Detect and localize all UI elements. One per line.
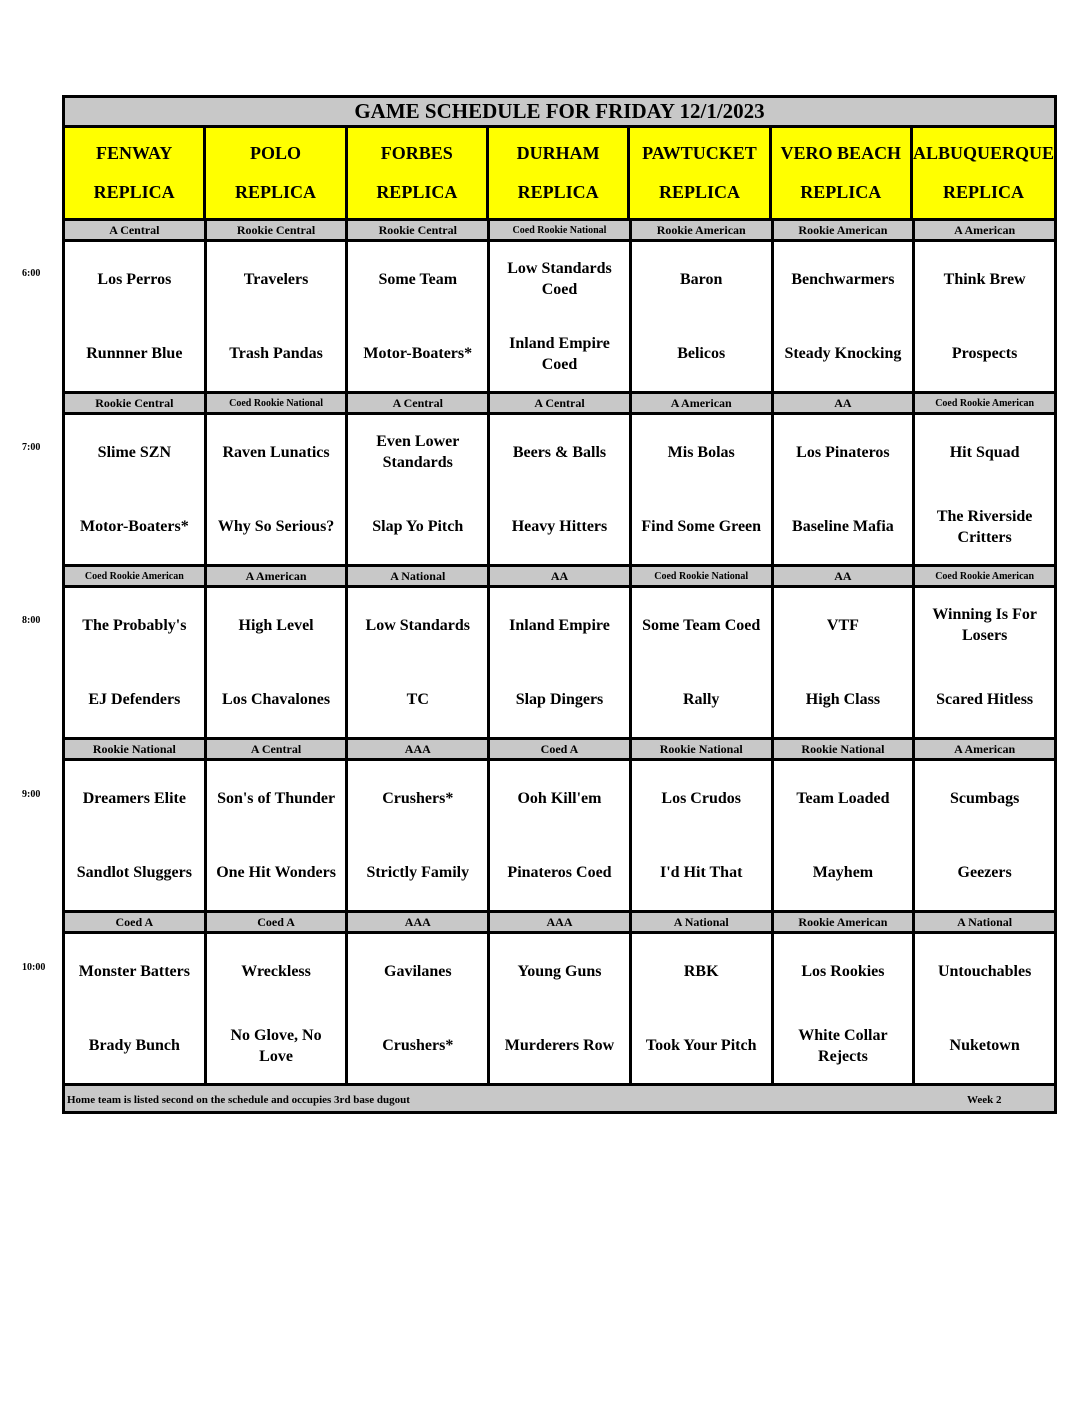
away-team: High Level <box>238 616 314 634</box>
time-label: 8:00 <box>22 615 41 626</box>
division-label: Coed Rookie American <box>65 567 204 585</box>
away-team: Even Lower Standards <box>376 433 460 472</box>
division-label: AA <box>774 394 913 412</box>
division-label: Rookie National <box>65 740 204 758</box>
schedule-title: GAME SCHEDULE FOR FRIDAY 12/1/2023 <box>65 98 1054 128</box>
game-cell <box>348 761 487 910</box>
home-team: Pinateros Coed <box>507 864 612 882</box>
division-label: AAA <box>490 913 629 931</box>
game-cell <box>632 934 771 1083</box>
game-cell <box>207 934 346 1083</box>
division-label: Rookie American <box>774 913 913 931</box>
division-label: Rookie American <box>774 221 913 239</box>
away-team: Wreckless <box>241 962 311 980</box>
game-cell <box>632 415 771 564</box>
game-cell <box>490 415 629 564</box>
away-team: Beers & Balls <box>512 443 607 461</box>
field-subtitle: REPLICA <box>376 182 458 202</box>
division-label: A American <box>632 394 771 412</box>
home-team: One Hit Wonders <box>216 864 336 882</box>
field-subtitle: REPLICA <box>800 182 882 202</box>
home-team: No Glove, No Love <box>230 1026 322 1065</box>
away-team: Monster Batters <box>78 962 190 980</box>
division-label: Coed Rookie National <box>632 567 771 585</box>
field-subtitle: REPLICA <box>517 182 599 202</box>
division-label: A American <box>207 567 346 585</box>
game-cell <box>207 415 346 564</box>
field-header <box>630 128 768 218</box>
home-team: Rally <box>682 691 720 709</box>
away-team: Low Standards Coed <box>507 260 612 299</box>
field-name: FORBES <box>380 143 453 163</box>
away-team: Baron <box>680 270 723 288</box>
field-name: FENWAY <box>95 143 173 163</box>
division-label: Rookie Central <box>207 221 346 239</box>
field-header <box>489 128 627 218</box>
field-subtitle: REPLICA <box>234 182 316 202</box>
home-team: High Class <box>805 691 881 709</box>
field-header <box>65 128 203 218</box>
division-label: Coed Rookie National <box>490 221 629 239</box>
home-team: Motor-Boaters* <box>80 518 189 536</box>
games-row <box>65 758 1054 910</box>
division-label: Coed Rookie National <box>207 394 346 412</box>
home-team: Nuketown <box>949 1037 1020 1055</box>
games-row <box>65 239 1054 391</box>
schedule-footer <box>65 1083 1054 1111</box>
field-subtitle: REPLICA <box>942 182 1024 202</box>
away-team: Son's of Thunder <box>217 789 336 807</box>
away-team: Gavilanes <box>384 962 452 980</box>
field-subtitle: REPLICA <box>93 182 175 202</box>
away-team: Los Pinateros <box>796 443 890 461</box>
away-team: Some Team Coed <box>642 616 761 634</box>
game-cell <box>915 761 1054 910</box>
division-row <box>65 391 1054 412</box>
home-team: Motor-Boaters* <box>363 345 473 363</box>
home-team: Slap Dingers <box>515 691 604 709</box>
away-team: Young Guns <box>517 962 602 980</box>
division-label: A Central <box>348 394 487 412</box>
field-name: PAWTUCKET <box>642 143 757 163</box>
home-team: Runnner Blue <box>86 345 183 363</box>
home-team: Why So Serious? <box>217 518 335 536</box>
division-label: Rookie Central <box>348 221 487 239</box>
home-team: Baseline Mafia <box>792 518 894 536</box>
home-team: Belicos <box>677 345 726 363</box>
game-cell <box>915 415 1054 564</box>
home-team: Geezers <box>957 864 1012 882</box>
away-team: Scumbags <box>949 789 1020 807</box>
game-cell <box>65 761 204 910</box>
game-cell <box>490 761 629 910</box>
game-cell <box>632 761 771 910</box>
away-team: RBK <box>683 962 719 980</box>
division-row <box>65 737 1054 758</box>
division-row <box>65 564 1054 585</box>
away-team: Ooh Kill'em <box>517 789 602 807</box>
home-team: Inland Empire Coed <box>509 334 610 373</box>
away-team: Inland Empire <box>509 616 610 634</box>
game-cell <box>348 242 487 391</box>
away-team: Low Standards <box>365 616 471 634</box>
game-cell <box>774 934 913 1083</box>
away-team: Travelers <box>243 270 309 288</box>
game-cell <box>774 588 913 737</box>
game-cell <box>774 415 913 564</box>
home-team: Scared Hitless <box>936 691 1034 709</box>
field-header <box>348 128 486 218</box>
field-header <box>206 128 344 218</box>
home-team: Took Your Pitch <box>645 1037 757 1055</box>
week-label: Week 2 <box>967 1094 1002 1106</box>
away-team: Some Team <box>378 270 458 288</box>
field-name: ALBUQUERQUE <box>912 143 1054 163</box>
field-header <box>772 128 910 218</box>
away-team: Team Loaded <box>796 789 890 807</box>
game-cell <box>65 588 204 737</box>
game-cell <box>915 588 1054 737</box>
division-label: Rookie National <box>774 740 913 758</box>
field-name: POLO <box>249 143 301 163</box>
time-label: 7:00 <box>22 441 41 453</box>
away-team: Los Rookies <box>801 962 885 980</box>
away-team: Winning Is For Losers <box>932 606 1037 645</box>
field-header-row <box>65 128 1054 218</box>
division-label: A National <box>348 567 487 585</box>
home-team: Trash Pandas <box>229 345 323 363</box>
away-team: Dreamers Elite <box>82 789 186 807</box>
games-row <box>65 585 1054 737</box>
division-label: A Central <box>65 221 204 239</box>
field-header <box>913 128 1054 218</box>
division-label: AA <box>774 567 913 585</box>
time-label: 9:00 <box>22 788 41 800</box>
games-row <box>65 412 1054 564</box>
home-team: Sandlot Sluggers <box>76 864 192 882</box>
division-label: Rookie National <box>632 740 771 758</box>
home-team: Los Chavalones <box>222 691 331 709</box>
time-label: 10:00 <box>22 962 46 973</box>
away-team: Untouchables <box>937 962 1032 980</box>
division-label: AAA <box>348 740 487 758</box>
time-slots <box>65 218 1054 1083</box>
home-team: Mayhem <box>812 864 874 882</box>
away-team: Mis Bolas <box>667 443 735 461</box>
home-team: I'd Hit That <box>660 864 743 882</box>
division-label: A Central <box>207 740 346 758</box>
away-team: The Probably's <box>82 616 187 634</box>
field-subtitle: REPLICA <box>658 182 740 202</box>
home-team: TC <box>406 691 429 709</box>
game-cell <box>915 242 1054 391</box>
division-label: Coed A <box>490 740 629 758</box>
division-label: Coed A <box>65 913 204 931</box>
game-cell <box>207 588 346 737</box>
division-label: A National <box>915 913 1054 931</box>
away-team: Benchwarmers <box>791 270 895 288</box>
away-team: Crushers* <box>382 789 454 807</box>
home-team: Steady Knocking <box>784 345 902 363</box>
field-name: VERO BEACH <box>780 143 902 163</box>
division-label: AAA <box>348 913 487 931</box>
division-row <box>65 218 1054 239</box>
game-cell <box>490 934 629 1083</box>
division-label: Coed A <box>207 913 346 931</box>
division-label: A American <box>915 740 1054 758</box>
home-team: Strictly Family <box>366 864 470 882</box>
away-team: Think Brew <box>943 270 1026 288</box>
division-label: A National <box>632 913 771 931</box>
game-cell <box>632 242 771 391</box>
home-team: EJ Defenders <box>88 691 181 709</box>
division-label: Rookie Central <box>65 394 204 412</box>
game-cell <box>490 242 629 391</box>
game-cell <box>65 242 204 391</box>
game-cell <box>348 415 487 564</box>
game-cell <box>348 934 487 1083</box>
home-team: Murderers Row <box>504 1037 615 1055</box>
game-cell <box>65 934 204 1083</box>
away-team: Los Perros <box>97 270 172 288</box>
home-team-note: Home team is listed second on the schedule and occupies 3rd base dugout <box>67 1094 410 1106</box>
division-label: A American <box>915 221 1054 239</box>
home-team: Slap Yo Pitch <box>372 518 464 536</box>
schedule-table <box>62 95 1057 1114</box>
division-label: Coed Rookie American <box>915 567 1054 585</box>
division-label: AA <box>490 567 629 585</box>
game-cell <box>348 588 487 737</box>
field-name: DURHAM <box>516 143 600 163</box>
division-label: A Central <box>490 394 629 412</box>
home-team: Prospects <box>951 345 1018 363</box>
games-row <box>65 931 1054 1083</box>
away-team: Los Crudos <box>661 789 741 807</box>
home-team: The Riverside Critters <box>936 507 1033 546</box>
game-cell <box>207 761 346 910</box>
time-label: 6:00 <box>22 268 41 279</box>
game-cell <box>65 415 204 564</box>
game-cell <box>774 761 913 910</box>
game-cell <box>207 242 346 391</box>
away-team: Hit Squad <box>949 443 1020 461</box>
away-team: VTF <box>826 616 859 634</box>
home-team: Crushers* <box>382 1037 454 1055</box>
home-team: Heavy Hitters <box>511 518 608 536</box>
home-team: Brady Bunch <box>88 1037 180 1055</box>
game-cell <box>774 242 913 391</box>
division-row <box>65 910 1054 931</box>
away-team: Slime SZN <box>97 443 172 461</box>
game-cell <box>915 934 1054 1083</box>
division-label: Rookie American <box>632 221 771 239</box>
away-team: Raven Lunatics <box>222 443 330 461</box>
division-label: Coed Rookie American <box>915 394 1054 412</box>
game-cell <box>632 588 771 737</box>
home-team: White Collar Rejects <box>798 1026 888 1065</box>
game-cell <box>490 588 629 737</box>
home-team: Find Some Green <box>641 518 762 536</box>
